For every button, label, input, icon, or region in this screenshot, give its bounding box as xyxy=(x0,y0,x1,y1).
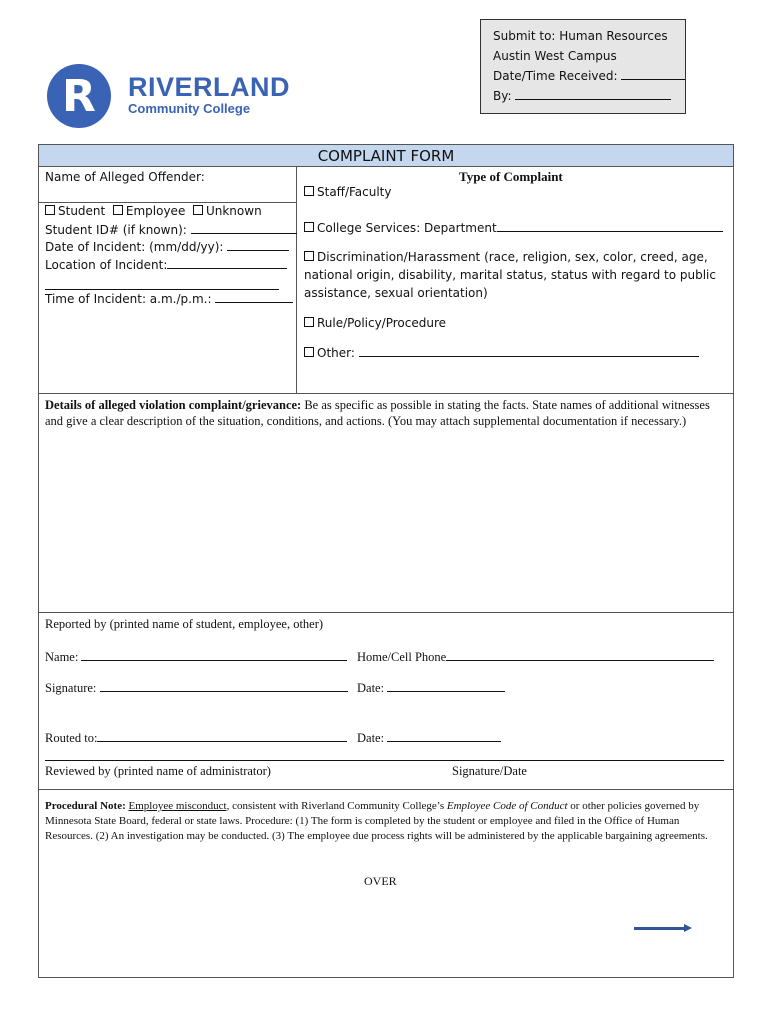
name-line: Name: xyxy=(45,649,347,665)
logo-letter: R xyxy=(62,70,96,122)
phone-line: Home/Cell Phone xyxy=(357,649,714,665)
date-received-field[interactable] xyxy=(621,68,685,80)
details-textarea[interactable] xyxy=(45,448,725,608)
received-by-line: By: xyxy=(493,86,673,106)
location-field[interactable] xyxy=(167,257,287,269)
form-title: COMPLAINT FORM xyxy=(39,145,733,167)
complaint-type-heading: Type of Complaint xyxy=(459,169,563,184)
department-field[interactable] xyxy=(497,220,723,232)
submit-info-box xyxy=(480,19,686,114)
section-divider-1 xyxy=(39,393,733,394)
review-signature-line[interactable] xyxy=(45,760,724,761)
student-checkbox[interactable] xyxy=(45,205,55,215)
phone-field[interactable] xyxy=(446,649,714,661)
rule-checkbox[interactable] xyxy=(304,317,314,327)
time-field[interactable] xyxy=(215,291,293,303)
date-received-line: Date/Time Received: xyxy=(493,66,673,86)
other-checkbox[interactable] xyxy=(304,347,314,357)
logo-name: RIVERLAND xyxy=(128,72,291,102)
section-divider-2 xyxy=(39,612,733,613)
discrimination-checkbox[interactable] xyxy=(304,251,314,261)
signature-date-field[interactable] xyxy=(387,680,505,692)
rule-option: Rule/Policy/Procedure xyxy=(304,316,446,330)
student-id-line: Student ID# (if known): xyxy=(45,222,297,237)
reported-by-heading: Reported by (printed name of student, employee, other) xyxy=(45,617,324,631)
staff-checkbox[interactable] xyxy=(304,186,314,196)
name-field[interactable] xyxy=(81,649,347,661)
column-divider xyxy=(296,167,297,393)
date-incident-line: Date of Incident: (mm/dd/yy): xyxy=(45,239,289,254)
offender-label: Name of Alleged Offender: xyxy=(45,170,205,184)
signature-field[interactable] xyxy=(100,680,348,692)
location-line: Location of Incident: xyxy=(45,257,287,272)
discrimination-line-2: national origin, disability, marital status, status with regard to public xyxy=(304,268,716,282)
college-services-checkbox[interactable] xyxy=(304,222,314,232)
arrow-right-icon xyxy=(634,927,684,930)
time-line: Time of Incident: a.m./p.m.: xyxy=(45,291,293,306)
staff-option: Staff/Faculty xyxy=(304,185,391,199)
signature-date-label: Signature/Date xyxy=(452,764,527,778)
arrow-head xyxy=(684,924,692,932)
details-instructions: Details of alleged violation complaint/grievance: Be as specific as possible in stating the facts. State names of additional witnesses and give a clear description of the situation, conditions, and actions. (You may attach supplemental documentation if necessary.) xyxy=(45,398,710,428)
discrimination-option: Discrimination/Harassment (race, religion, sex, color, creed, age, xyxy=(304,250,708,264)
location-field-2[interactable] xyxy=(45,278,279,290)
other-option: Other: xyxy=(304,345,699,360)
other-field[interactable] xyxy=(359,345,699,357)
employee-checkbox[interactable] xyxy=(113,205,123,215)
received-by-field[interactable] xyxy=(515,88,671,100)
over-label: OVER xyxy=(364,874,397,888)
discrimination-line-3: assistance, sexual orientation) xyxy=(304,286,488,300)
offender-divider xyxy=(39,202,296,203)
date-incident-field[interactable] xyxy=(227,239,289,251)
submit-to-line: Submit to: Human Resources xyxy=(493,29,668,43)
logo-subtitle: Community College xyxy=(128,101,251,116)
reviewed-by-label: Reviewed by (printed name of administrator) xyxy=(45,764,271,778)
role-checkboxes: Student Employee Unknown xyxy=(45,204,262,218)
routed-date-field[interactable] xyxy=(387,730,501,742)
student-id-field[interactable] xyxy=(191,222,297,234)
routed-field[interactable] xyxy=(97,730,347,742)
college-services-option: College Services: Department xyxy=(304,220,723,235)
procedural-note: Procedural Note: Employee misconduct, consistent with Riverland Community College’s Employee Code of Conduct or other policies governed by Minnesota State Board, federal or state laws. Procedure: (1) The form is completed by the student or employee and filed in the Office of Human Resources. (2) An investigation may be conducted. (3) The employee due process rights will be administered by the applicable bargaining agreements. xyxy=(45,800,708,842)
campus-line: Austin West Campus xyxy=(493,49,617,63)
signature-line: Signature: xyxy=(45,680,348,696)
section-divider-3 xyxy=(39,789,733,790)
signature-date-line: Date: xyxy=(357,680,505,696)
unknown-checkbox[interactable] xyxy=(193,205,203,215)
routed-date-line: Date: xyxy=(357,730,501,746)
routed-line: Routed to: xyxy=(45,730,347,746)
